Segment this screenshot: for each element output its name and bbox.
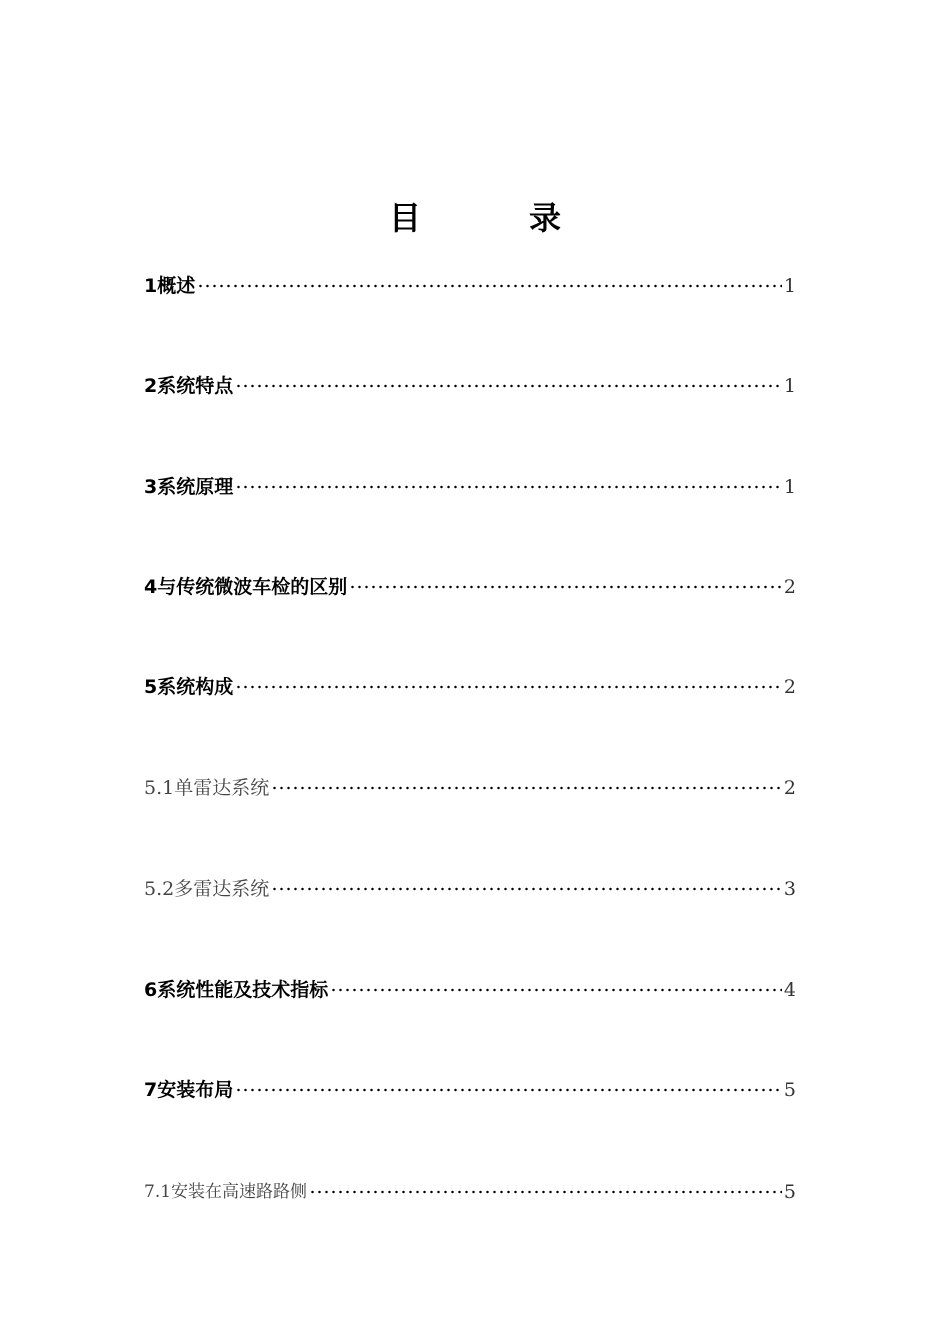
toc-entry-2[interactable] <box>144 368 796 404</box>
dot-leader <box>349 569 782 605</box>
toc-entry-label: 3系统原理 <box>144 476 234 498</box>
toc-entry-label: 2系统特点 <box>144 375 234 397</box>
toc-entry-label: 6系统性能及技术指标 <box>144 979 329 1001</box>
toc-entry-page-number: 1 <box>783 476 796 498</box>
toc-entry-label: 5.2多雷达系统 <box>144 878 270 900</box>
toc-entry-7-1[interactable] <box>144 1174 796 1210</box>
dot-leader <box>330 972 782 1008</box>
toc-entry-7[interactable] <box>144 1072 796 1108</box>
toc-entry-1[interactable] <box>144 268 796 304</box>
dot-leader <box>271 770 782 806</box>
dot-leader <box>309 1174 782 1210</box>
toc-entry-3[interactable] <box>144 469 796 505</box>
toc-entry-4[interactable] <box>144 569 796 605</box>
toc-entry-5-1[interactable] <box>144 770 796 806</box>
dot-leader <box>235 368 782 404</box>
dot-leader <box>235 1072 782 1108</box>
dot-leader <box>197 268 782 304</box>
dot-leader <box>235 669 782 705</box>
toc-entry-label: 5系统构成 <box>144 676 234 698</box>
toc-entry-page-number: 3 <box>783 878 796 900</box>
toc-entry-page-number: 1 <box>783 375 796 397</box>
toc-entry-label: 5.1单雷达系统 <box>144 777 270 799</box>
toc-entry-label: 7安装布局 <box>144 1079 234 1101</box>
toc-entry-page-number: 2 <box>783 576 796 598</box>
toc-entry-label: 1概述 <box>144 275 196 297</box>
dot-leader <box>235 469 782 505</box>
toc-entry-6[interactable] <box>144 972 796 1008</box>
toc-entry-page-number: 4 <box>783 979 796 1001</box>
toc-entry-page-number: 5 <box>783 1181 796 1203</box>
toc-entry-page-number: 5 <box>783 1079 796 1101</box>
toc-entry-5-2[interactable] <box>144 871 796 907</box>
toc-title: 目 录 <box>388 199 599 237</box>
dot-leader <box>271 871 782 907</box>
toc-entry-5[interactable] <box>144 669 796 705</box>
toc-entry-label: 4与传统微波车检的区别 <box>144 576 348 598</box>
toc-entry-page-number: 2 <box>783 777 796 799</box>
toc-entry-page-number: 1 <box>783 275 796 297</box>
toc-entry-label: 7.1安装在高速路路侧 <box>144 1182 308 1202</box>
toc-entry-page-number: 2 <box>783 676 796 698</box>
